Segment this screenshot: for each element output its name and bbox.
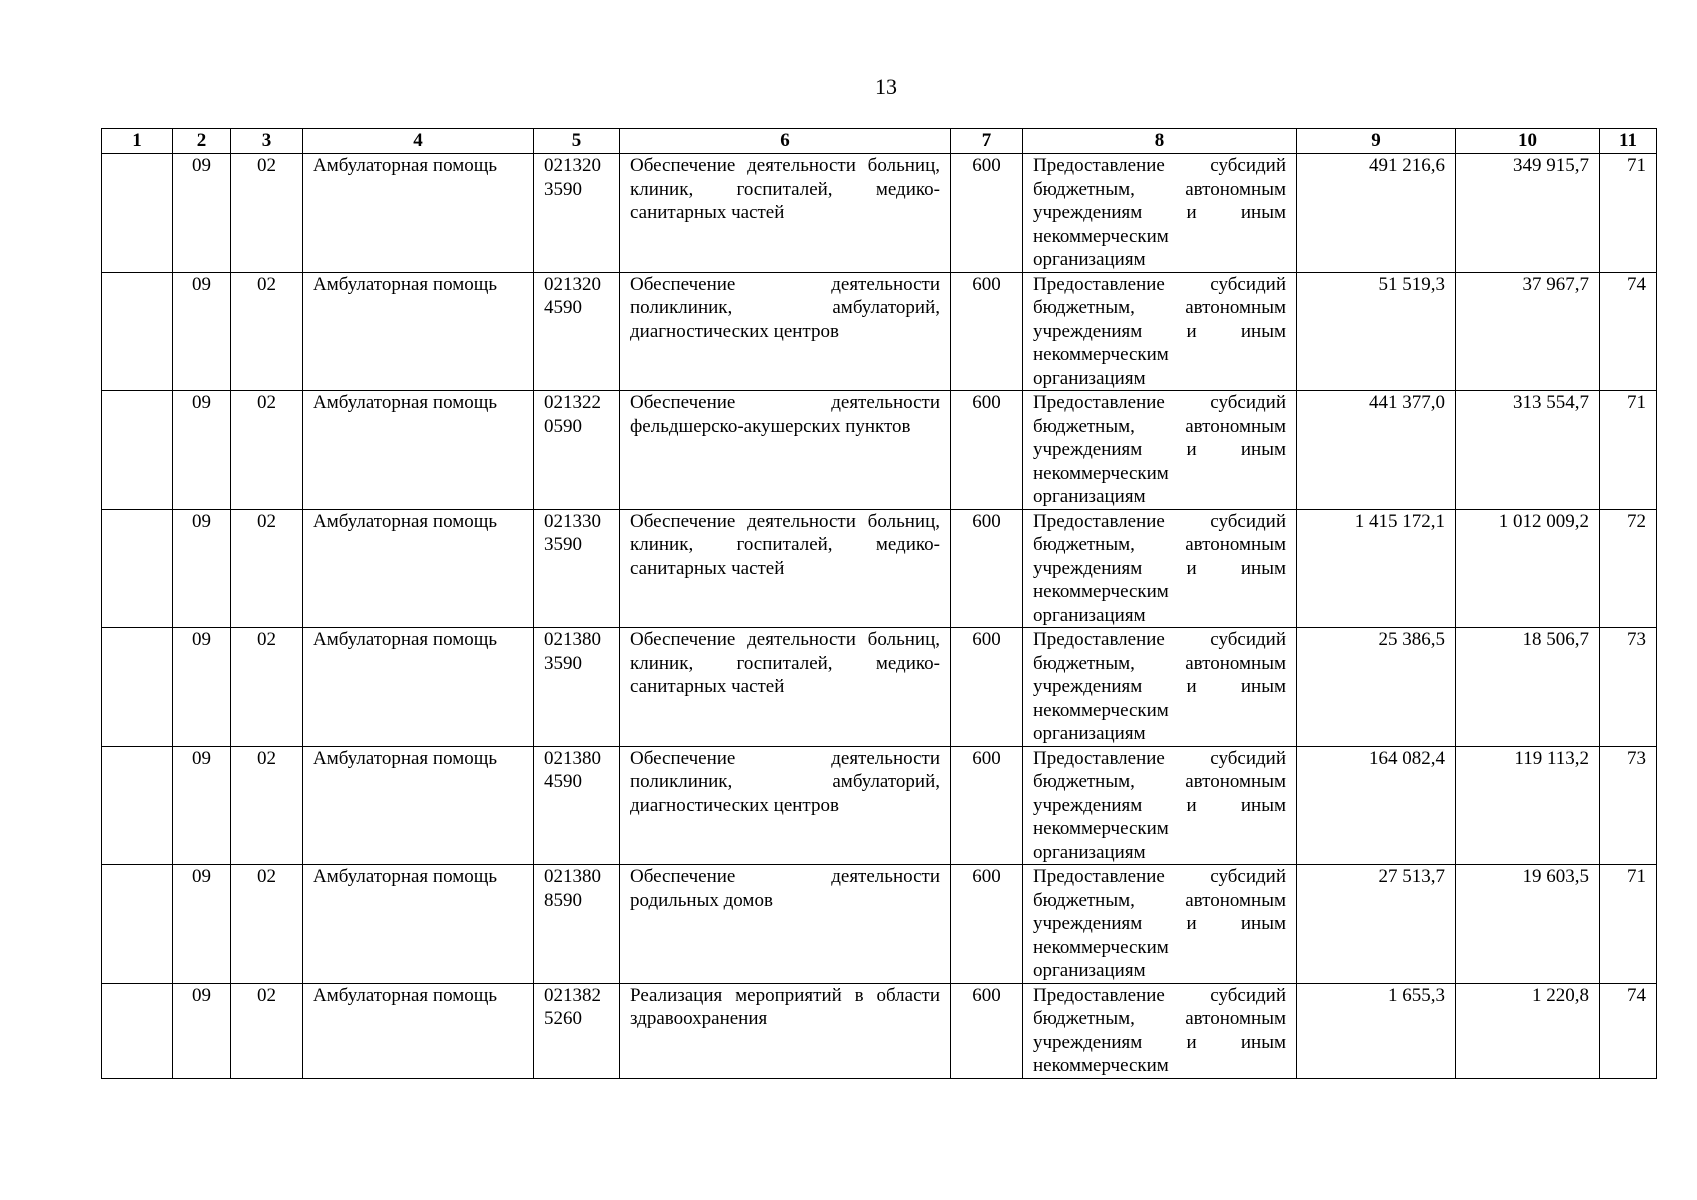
cell-amount-total: 441 377,0: [1297, 391, 1456, 510]
cell-section-name: Амбулаторная помощь: [303, 391, 534, 510]
cell-amount-part: 37 967,7: [1456, 272, 1600, 391]
cell-target-name: Обеспечение деятельности больниц, клиник, госпиталей, медико-санитарных частей: [620, 509, 951, 628]
cell-target-code: 0213220590: [534, 391, 620, 510]
cell-target-name: Обеспечение деятельности больниц, клиник, госпиталей, медико-санитарных частей: [620, 154, 951, 273]
cell-amount-total: 1 655,3: [1297, 983, 1456, 1078]
recipient-line: некоммерческим: [1033, 225, 1169, 247]
cell-expense-type-name: [1023, 865, 1297, 984]
recipient-line: бюджетным, автономным: [1033, 415, 1286, 437]
column-header: 2: [173, 129, 231, 154]
table-body: [102, 154, 1657, 1079]
cell-section-name: Амбулаторная помощь: [303, 272, 534, 391]
recipient-line: бюджетным, автономным: [1033, 178, 1286, 200]
cell-section-name: Амбулаторная помощь: [303, 509, 534, 628]
cell-subsection: 02: [231, 391, 303, 510]
cell-amount-total: 51 519,3: [1297, 272, 1456, 391]
cell-target-code: 0213203590: [534, 154, 620, 273]
cell-subsection: 02: [231, 865, 303, 984]
recipient-line: некоммерческим: [1033, 462, 1169, 484]
recipient-line: некоммерческим: [1033, 581, 1169, 602]
header-row: [102, 129, 1657, 154]
recipient-line: организациям: [1033, 604, 1146, 626]
cell-expense-type: 600: [951, 154, 1023, 273]
cell-expense-type: 600: [951, 509, 1023, 628]
cell-col1: [102, 983, 173, 1078]
table-row: [102, 509, 1657, 628]
recipient-line: Предоставление субсидий: [1033, 629, 1286, 650]
column-header: 10: [1456, 129, 1600, 154]
recipient-line: учреждениям и иным: [1033, 794, 1286, 816]
recipient-line: учреждениям и иным: [1033, 202, 1286, 223]
cell-expense-type: 600: [951, 983, 1023, 1078]
recipient-line: бюджетным, автономным: [1033, 534, 1286, 555]
cell-subsection: 02: [231, 272, 303, 391]
cell-amount-total: 491 216,6: [1297, 154, 1456, 273]
table-row: [102, 865, 1657, 984]
cell-section-name: Амбулаторная помощь: [303, 983, 534, 1078]
recipient-line: Предоставление субсидий: [1033, 984, 1286, 1006]
recipient-line: организациям: [1033, 723, 1146, 744]
cell-target-name: Реализация мероприятий в области здравоохранения: [620, 983, 951, 1078]
cell-target-code: 0213825260: [534, 983, 620, 1078]
recipient-line: организациям: [1033, 960, 1146, 981]
recipient-line: учреждениям и иным: [1033, 1031, 1286, 1053]
recipient-line: организациям: [1033, 841, 1146, 863]
cell-subsection: 02: [231, 746, 303, 865]
cell-target-code: 0213303590: [534, 509, 620, 628]
cell-section-name: Амбулаторная помощь: [303, 154, 534, 273]
recipient-line: организациям: [1033, 249, 1146, 270]
recipient-line: организациям: [1033, 486, 1146, 507]
cell-expense-type-name: [1023, 628, 1297, 747]
cell-section-name: Амбулаторная помощь: [303, 865, 534, 984]
cell-col1: [102, 746, 173, 865]
cell-section: 09: [173, 154, 231, 273]
column-header: 3: [231, 129, 303, 154]
recipient-line: бюджетным, автономным: [1033, 1008, 1286, 1029]
cell-target-code: 0213803590: [534, 628, 620, 747]
cell-col1: [102, 391, 173, 510]
cell-section: 09: [173, 509, 231, 628]
column-header: 7: [951, 129, 1023, 154]
cell-section: 09: [173, 865, 231, 984]
cell-amount-total: 164 082,4: [1297, 746, 1456, 865]
cell-col1: [102, 509, 173, 628]
cell-expense-type-name: [1023, 509, 1297, 628]
table-row: [102, 391, 1657, 510]
cell-target-name: Обеспечение деятельности поликлиник, амбулаторий, диагностических центров: [620, 746, 951, 865]
column-header: 1: [102, 129, 173, 154]
cell-expense-type: 600: [951, 865, 1023, 984]
cell-target-name: Обеспечение деятельности поликлиник, амбулаторий, диагностических центров: [620, 272, 951, 391]
cell-expense-type: 600: [951, 628, 1023, 747]
cell-section: 09: [173, 628, 231, 747]
recipient-line: Предоставление субсидий: [1033, 273, 1286, 295]
table-row: [102, 746, 1657, 865]
cell-section-name: Амбулаторная помощь: [303, 628, 534, 747]
cell-expense-type-name: [1023, 746, 1297, 865]
cell-expense-type-name: [1023, 272, 1297, 391]
cell-section: 09: [173, 983, 231, 1078]
recipient-line: бюджетным, автономным: [1033, 297, 1286, 318]
cell-section: 09: [173, 746, 231, 865]
cell-percent: 73: [1600, 628, 1657, 747]
recipient-line: учреждениям и иным: [1033, 439, 1286, 460]
recipient-line: Предоставление субсидий: [1033, 155, 1286, 176]
cell-percent: 71: [1600, 865, 1657, 984]
cell-percent: 71: [1600, 154, 1657, 273]
cell-col1: [102, 865, 173, 984]
cell-amount-part: 313 554,7: [1456, 391, 1600, 510]
cell-expense-type: 600: [951, 272, 1023, 391]
cell-col1: [102, 272, 173, 391]
cell-percent: 72: [1600, 509, 1657, 628]
recipient-line: организациям: [1033, 367, 1146, 389]
table-row: [102, 628, 1657, 747]
recipient-line: учреждениям и иным: [1033, 913, 1286, 934]
column-header: 11: [1600, 129, 1657, 154]
cell-expense-type-name: [1023, 391, 1297, 510]
column-header: 4: [303, 129, 534, 154]
recipient-line: Предоставление субсидий: [1033, 510, 1286, 532]
recipient-line: учреждениям и иным: [1033, 320, 1286, 342]
cell-expense-type-name: [1023, 154, 1297, 273]
cell-target-name: Обеспечение деятельности больниц, клиник, госпиталей, медико-санитарных частей: [620, 628, 951, 747]
cell-section-name: Амбулаторная помощь: [303, 746, 534, 865]
column-header: 6: [620, 129, 951, 154]
recipient-line: некоммерческим: [1033, 344, 1169, 365]
column-header: 5: [534, 129, 620, 154]
cell-subsection: 02: [231, 154, 303, 273]
recipient-line: некоммерческим: [1033, 699, 1169, 721]
cell-subsection: 02: [231, 628, 303, 747]
cell-percent: 74: [1600, 272, 1657, 391]
cell-amount-part: 1 220,8: [1456, 983, 1600, 1078]
cell-expense-type: 600: [951, 746, 1023, 865]
cell-percent: 71: [1600, 391, 1657, 510]
cell-amount-part: 19 603,5: [1456, 865, 1600, 984]
recipient-line: Предоставление субсидий: [1033, 392, 1286, 413]
column-header: 8: [1023, 129, 1297, 154]
cell-subsection: 02: [231, 983, 303, 1078]
table-row: [102, 983, 1657, 1078]
cell-percent: 74: [1600, 983, 1657, 1078]
cell-amount-total: 1 415 172,1: [1297, 509, 1456, 628]
page-number: 13: [875, 74, 897, 99]
cell-expense-type: 600: [951, 391, 1023, 510]
recipient-line: Предоставление субсидий: [1033, 747, 1286, 769]
cell-section: 09: [173, 391, 231, 510]
cell-amount-part: 119 113,2: [1456, 746, 1600, 865]
recipient-line: бюджетным, автономным: [1033, 889, 1286, 911]
cell-target-code: 0213804590: [534, 746, 620, 865]
cell-amount-part: 18 506,7: [1456, 628, 1600, 747]
cell-expense-type-name: [1023, 983, 1297, 1078]
recipient-line: Предоставление субсидий: [1033, 866, 1286, 887]
column-header: 9: [1297, 129, 1456, 154]
cell-target-name: Обеспечение деятельности родильных домов: [620, 865, 951, 984]
cell-col1: [102, 154, 173, 273]
recipient-line: некоммерческим: [1033, 936, 1169, 958]
recipient-line: бюджетным, автономным: [1033, 771, 1286, 792]
cell-target-code: 0213808590: [534, 865, 620, 984]
cell-amount-total: 27 513,7: [1297, 865, 1456, 984]
cell-col1: [102, 628, 173, 747]
cell-amount-part: 1 012 009,2: [1456, 509, 1600, 628]
recipient-line: некоммерческим: [1033, 818, 1169, 839]
cell-amount-total: 25 386,5: [1297, 628, 1456, 747]
cell-target-code: 0213204590: [534, 272, 620, 391]
recipient-line: учреждениям и иным: [1033, 676, 1286, 697]
recipient-line: бюджетным, автономным: [1033, 652, 1286, 674]
recipient-line: некоммерческим: [1033, 1055, 1169, 1076]
table-row: [102, 154, 1657, 273]
recipient-line: учреждениям и иным: [1033, 557, 1286, 579]
cell-section: 09: [173, 272, 231, 391]
cell-amount-part: 349 915,7: [1456, 154, 1600, 273]
cell-percent: 73: [1600, 746, 1657, 865]
budget-table: [101, 128, 1657, 1079]
cell-subsection: 02: [231, 509, 303, 628]
cell-target-name: Обеспечение деятельности фельдшерско-акушерских пунктов: [620, 391, 951, 510]
table-row: [102, 272, 1657, 391]
